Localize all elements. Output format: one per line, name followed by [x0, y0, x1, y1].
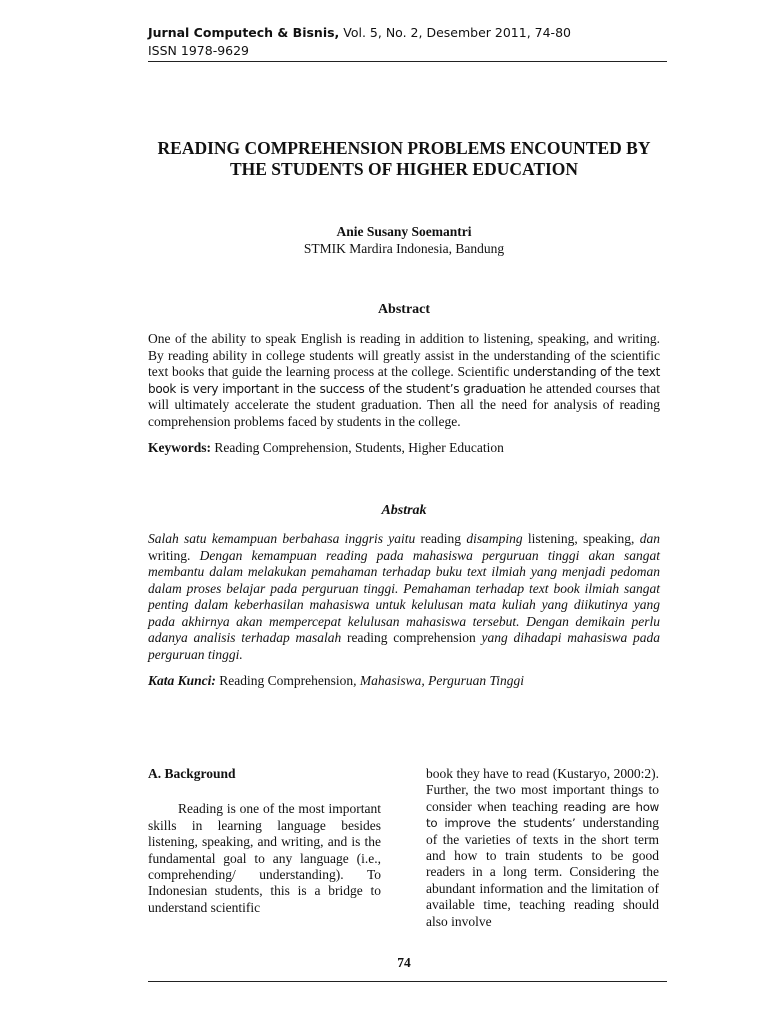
abstrak-u4: reading comprehension	[347, 630, 476, 645]
header-divider	[148, 61, 667, 62]
author-affiliation: STMIK Mardira Indonesia, Bandung	[303, 241, 505, 256]
title-line-2: THE STUDENTS OF HIGHER EDUCATION	[229, 159, 579, 179]
journal-citation	[148, 24, 571, 42]
background-continued	[426, 766, 659, 930]
page-number: 74	[397, 955, 411, 970]
kata-kunci-label: Kata Kunci:	[148, 673, 216, 688]
abstract-text-b: understanding of the text book is very important in the success of the student’s graduation	[148, 365, 661, 396]
background-paragraph: Reading is one of the most important skills in learning language besides listening, speaking, and writing, and is the fundamental goal to any language (i.e., comprehending/ understanding). To Indonesian students, this is a bridge to understand scientific	[148, 801, 381, 915]
abstrak-body	[148, 531, 660, 663]
abstract-text-c: he attended courses that will ultimately accelerate the student graduation. Then all the need for analysis of reading comprehension problems faced by students in the college.	[148, 380, 661, 429]
journal-name: Jurnal Computech & Bisnis,	[148, 25, 340, 40]
keywords-label: Keywords:	[148, 440, 211, 455]
left-column	[148, 766, 381, 916]
right-text-a: book they have to read (Kustaryo, 2000:2). Further, the two most important things to consider when teaching	[426, 766, 659, 814]
kata-kunci-a: Reading Comprehension	[215, 673, 354, 688]
issn: ISSN 1978-9629	[148, 43, 250, 58]
abstrak-u2: listening, speaking,	[527, 531, 635, 546]
paper-title	[120, 138, 688, 180]
abstract-heading: Abstract	[377, 302, 431, 317]
kata-kunci	[148, 673, 660, 690]
keywords	[148, 440, 660, 457]
kata-kunci-b: , Mahasiswa, Perguruan Tinggi	[353, 673, 525, 688]
title-line-1: READING COMPREHENSION PROBLEMS ENCOUNTED BY	[157, 138, 651, 158]
abstract-body	[148, 331, 660, 430]
abstract-text-a: One of the ability to speak English is reading in addition to listening, speaking, and writing. By reading ability in college students will greatly assist in the understanding of the scientific text books that guide the learning process at the college. Scientific	[148, 331, 660, 379]
author-block	[120, 223, 688, 257]
abstrak-t3: dan	[634, 531, 660, 546]
background-heading: A. Background	[148, 766, 236, 781]
journal-issue: Vol. 5, No. 2, Desember 2011, 74-80	[339, 25, 571, 40]
right-text-c: understanding of the varieties of texts in the short term and how to train students to be good readers in a long term. Considering the abundant information and the limitation of available time, teaching reading should also involve	[426, 815, 659, 929]
right-column	[426, 766, 659, 930]
abstrak-u1: reading	[420, 531, 462, 546]
running-header	[148, 24, 571, 60]
abstrak-u3: writing.	[148, 547, 191, 563]
abstrak-t2: disamping	[461, 531, 528, 546]
abstrak-t1: Salah satu kemampuan berbahasa inggris yaitu	[148, 531, 421, 546]
abstrak-t5: yang dihadapi mahasiswa pada perguruan tinggi.	[148, 630, 660, 662]
keywords-text: Reading Comprehension, Students, Higher Education	[211, 440, 504, 455]
author-name: Anie Susany Soemantri	[336, 224, 472, 239]
abstrak-t4: Dengan kemampuan reading pada mahasiswa perguruan tinggi akan sangat membantu dalam melakukan pemahaman terhadap buku text ilmiah yang menjadi pedoman dalam proses belajar pada perguruan tinggi. Pemahaman terhadap text book ilmiah sangat penting dalam keberhasilan mahasiswa untuk kelulusan mata kuliah yang diikutinya yang pada akhirnya akan mempercepat kelulusan mahasiswa tersebut. Dengan demikain perlu adanya analisis terhadap masalah	[148, 547, 660, 645]
abstrak-heading: Abstrak	[381, 503, 427, 518]
right-text-b: reading are how to improve the students’	[426, 799, 659, 831]
footer-divider	[148, 981, 667, 982]
